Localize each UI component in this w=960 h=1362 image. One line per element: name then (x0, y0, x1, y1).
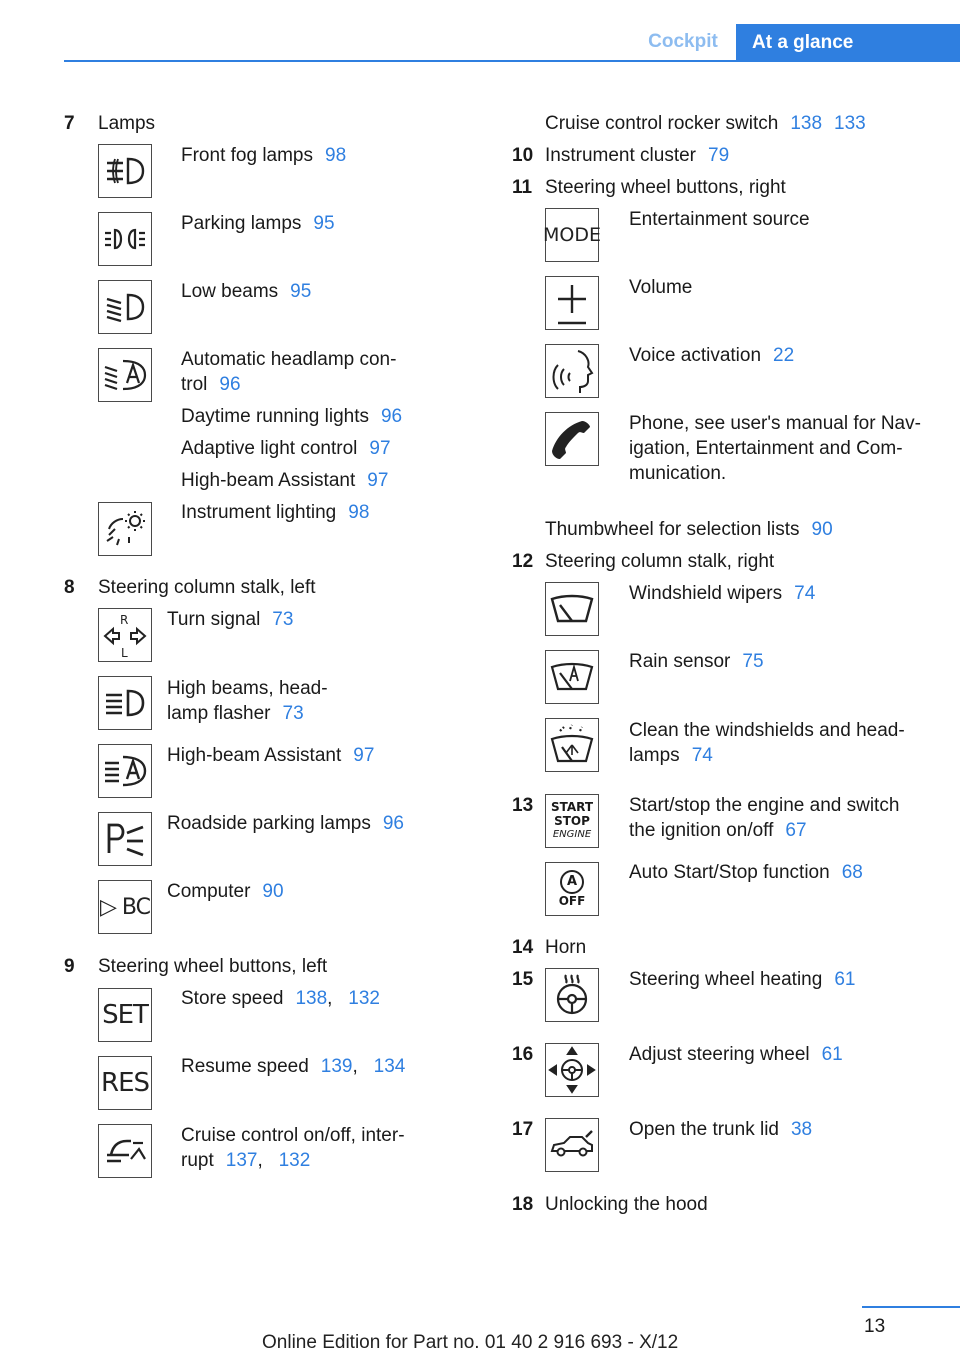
section-title-stalk-left: Steering column stalk, left (98, 577, 316, 598)
computer-icon: ▷ BC (98, 880, 152, 934)
section-title-lamps: Lamps (98, 113, 156, 134)
item-open-trunk-lid: Open the trunk lid 38 (629, 1119, 813, 1140)
item-low-beams: Low beams 95 (181, 281, 312, 302)
item-rain-sensor: Rain sensor 75 (629, 651, 764, 672)
page-ref[interactable]: 73 (272, 609, 294, 630)
page-ref[interactable]: 95 (313, 213, 335, 234)
item-high-beam-assistant-7: High-beam Assistant 97 (181, 470, 389, 491)
section-title-wheel-left: Steering wheel buttons, left (98, 956, 328, 977)
page-ref[interactable]: 68 (841, 862, 863, 883)
section-number-13: 13 (512, 795, 534, 816)
page-ref[interactable]: 79 (708, 145, 730, 166)
svg-text:L: L (121, 646, 128, 660)
cruise-control-icon (98, 1124, 152, 1178)
steering-wheel-heating-icon (545, 968, 599, 1022)
item-high-beam-assistant-8: High-beam Assistant 97 (167, 745, 375, 766)
page-ref[interactable]: 132 (278, 1150, 311, 1171)
page-ref[interactable]: 97 (369, 438, 391, 459)
item-unlocking-hood: Unlocking the hood (545, 1194, 708, 1215)
page-ref[interactable]: 133 (834, 113, 866, 134)
item-roadside-parking-lamps: Roadside parking lamps 96 (167, 813, 404, 834)
item-parking-lamps: Parking lamps 95 (181, 213, 335, 234)
section-number-9: 9 (64, 956, 75, 977)
roadside-parking-icon (98, 812, 152, 866)
item-front-fog-lamps: Front fog lamps 98 (181, 145, 347, 166)
page-ref[interactable]: 132 (348, 988, 380, 1009)
page-ref[interactable]: 74 (691, 745, 713, 766)
item-automatic-headlamp-control: Automatic headlamp con- trol 96 (181, 349, 397, 395)
mode-icon: MODE (545, 208, 599, 262)
page-ref[interactable]: 73 (282, 703, 304, 724)
item-turn-signal: Turn signal 73 (167, 609, 294, 630)
auto-start-stop-icon: A OFF (545, 862, 599, 916)
item-steering-wheel-heating: Steering wheel heating 61 (629, 969, 856, 990)
item-horn: Horn (545, 937, 587, 958)
section-number-8: 8 (64, 577, 75, 598)
clean-windshield-icon (545, 718, 599, 772)
page-ref[interactable]: 61 (834, 969, 856, 990)
item-resume-speed: Resume speed 139, 134 (181, 1056, 406, 1077)
page-ref[interactable]: 90 (811, 519, 833, 540)
svg-text:R: R (120, 613, 129, 627)
section-number-12: 12 (512, 551, 534, 572)
page-ref[interactable]: 96 (382, 813, 404, 834)
item-thumbwheel: Thumbwheel for selection lists 90 (545, 519, 833, 540)
page-ref[interactable]: 95 (290, 281, 312, 302)
page-ref[interactable]: 22 (773, 345, 795, 366)
page-ref[interactable]: 138 (295, 988, 328, 1009)
page-ref[interactable]: 74 (794, 583, 816, 604)
automatic-headlamp-icon (98, 348, 152, 402)
item-high-beams: High beams, head- lamp flasher 73 (167, 678, 328, 724)
item-cruise-rocker-switch: Cruise control rocker switch 138 133 (545, 113, 866, 134)
set-icon: SET (98, 988, 152, 1042)
section-number-16: 16 (512, 1044, 534, 1065)
page-ref[interactable]: 90 (262, 881, 284, 902)
start-stop-icon: START STOP ENGINE (545, 794, 599, 848)
section-number-10: 10 (512, 145, 534, 166)
header-section-tab[interactable]: Cockpit (648, 31, 718, 52)
page-ref[interactable]: 139 (320, 1056, 353, 1077)
item-entertainment-source: Entertainment source (629, 209, 810, 230)
trunk-lid-icon (545, 1118, 599, 1172)
item-volume: Volume (629, 277, 693, 298)
section-title-wheel-right: Steering wheel buttons, right (545, 177, 786, 198)
page-ref[interactable]: 61 (821, 1044, 843, 1065)
item-cruise-control: Cruise control on/off, inter- rupt 137, 132 (181, 1125, 405, 1171)
item-clean-windshields: Clean the windshields and head- lamps 74 (629, 720, 905, 766)
footer-edition: Online Edition for Part no. 01 40 2 916 693 - X/12 (262, 1332, 679, 1353)
page-ref[interactable]: 96 (380, 406, 403, 427)
item-computer: Computer 90 (167, 881, 284, 902)
item-daytime-running-lights: Daytime running lights 96 (181, 406, 403, 427)
section-number-15: 15 (512, 969, 534, 990)
page-ref[interactable]: 98 (348, 502, 370, 523)
section-number-7: 7 (64, 113, 75, 134)
item-store-speed: Store speed 138, 132 (181, 988, 380, 1009)
footer-rule (862, 1306, 960, 1308)
page-ref[interactable]: 138 (790, 113, 823, 134)
parking-lamps-icon (98, 212, 152, 266)
rain-sensor-icon (545, 650, 599, 704)
turn-signal-icon (98, 608, 152, 662)
item-windshield-wipers: Windshield wipers 74 (629, 583, 816, 604)
item-adjust-steering-wheel: Adjust steering wheel 61 (629, 1044, 843, 1065)
windshield-wipers-icon (545, 582, 599, 636)
item-start-stop-engine: Start/stop the engine and switch the ignition on/off 67 (629, 795, 900, 841)
page-ref[interactable]: 75 (742, 651, 764, 672)
header-chapter-tab[interactable]: At a glance (736, 24, 960, 62)
page-ref[interactable]: 97 (353, 745, 375, 766)
section-number-14: 14 (512, 937, 534, 958)
item-auto-start-stop: Auto Start/Stop function 68 (629, 862, 863, 883)
page-ref[interactable]: 38 (790, 1119, 813, 1140)
section-number-17: 17 (512, 1119, 534, 1140)
page-ref[interactable]: 96 (219, 374, 241, 395)
page-ref[interactable]: 98 (325, 145, 347, 166)
instrument-lighting-icon (98, 502, 152, 556)
page-ref[interactable]: 67 (785, 820, 807, 841)
high-beams-icon (98, 676, 152, 730)
adjust-steering-wheel-icon (545, 1043, 599, 1097)
volume-plus-icon (545, 276, 599, 330)
item-phone: Phone, see user's manual for Nav- igation, Entertainment and Com- munication. (629, 413, 921, 484)
item-voice-activation: Voice activation 22 (629, 345, 795, 366)
page-ref[interactable]: 137 (225, 1150, 258, 1171)
low-beams-icon (98, 280, 152, 334)
item-adaptive-light-control: Adaptive light control 97 (181, 438, 391, 459)
voice-activation-icon (545, 344, 599, 398)
section-title-stalk-right: Steering column stalk, right (545, 551, 775, 572)
res-icon: RES (98, 1056, 152, 1110)
section-number-18: 18 (512, 1194, 534, 1215)
section-number-11: 11 (512, 177, 533, 198)
front-fog-lamps-icon (98, 144, 152, 198)
page-number: 13 (864, 1316, 886, 1337)
page-ref[interactable]: 134 (373, 1056, 406, 1077)
item-instrument-cluster: Instrument cluster 79 (545, 145, 730, 166)
item-instrument-lighting: Instrument lighting 98 (181, 502, 370, 523)
high-beam-assistant-icon (98, 744, 152, 798)
page-ref[interactable]: 97 (367, 470, 389, 491)
phone-icon (545, 412, 599, 466)
